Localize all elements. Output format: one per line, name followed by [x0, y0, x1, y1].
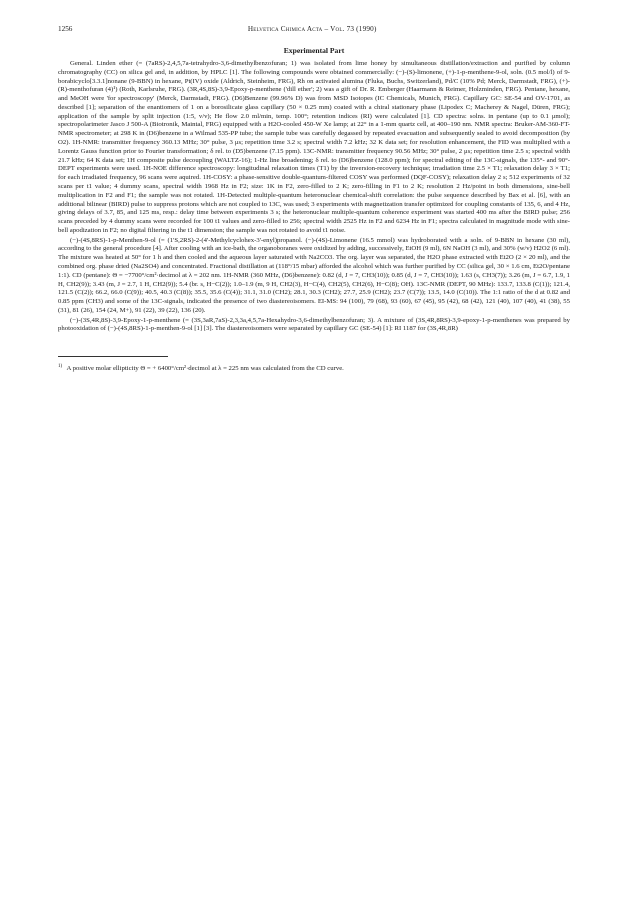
paragraph-menthenol: (−)-(4S,8RS)-1-p-Menthen-9-ol (= (1'S,2RS)-2-(4'-Methylcyclohex-3'-enyl)propanol. (−)-(4S)-Limonene (16.5 mmol) was hydroborated with a soln. of 9-BBN in hexane (30 ml), according to the general procedure [4]. After cooling with an ice-bath, the organoboranes were oxidized by adding, successively, EtOH (9 ml), 6N NaOH (3 ml), and 30% (w/v) H2O2 (6 ml). The mixture was heated at 50° for 1 h and then cooled and the aqueous layer saturated with Na2CO3. The org. layer was separated, the H2O phase extracted with Et2O (2 × 20 ml), and the combined org. phase dried (Na2SO4) and concentrated. Fractional distillation at (118°/15 mbar) afforded the alcohol which was further purified by CC (silica gel, 30 × 1.6 cm, Et2O/pentane 1:1). CD (pentane): Θ = −7700°/cm²·decimol at λ = 202 nm. 1H-NMR (360 MHz, (D6)benzene): 0.82 (d, J = 7, CH3(10)); 0.85 (d, J = 7, CH3(10)); 1.63 (s, CH3(7)); 3.26 (m, J = 6.7, 1.9, 1 H, CH2(9)); 3.43 (m, J = 2.7, 1 H, CH2(9)); 5.4 (br. s, H−C(2)); 1.0–1.9 (m, 9 H, CH2(3), H−C(4), CH2(5), CH2(6), H−C(8); OH). 13C-NMR (DEPT, 90 MHz): 133.7, 133.8 (C(1)); 121.4, 121.5 (C(2)); 66.2, 66.0 (C(9)); 40.5, 40.3 (C(8)); 35.5, 35.6 (C(4)); 31.1, 31.0 (CH2); 28.1, 30.3 (CH2); 27.7, 25.9 (CH2); 23.7 (C(7)); 13.5, 14.0 (C(10)). The 1:1 ratio of the d at 0.82 and 0.85 ppm (CH3) and some of the 13C-signals, indicated the presence of two diastereoisomers. EI-MS: 94 (100), 79 (68), 93 (60), 67 (45), 95 (42), 68 (42), 121 (40), 107 (40), 41 (38), 55 (31), 81 (26), 154 (24, M+), 91 (22), 39 (22), 136 (20).: [58, 236, 570, 314]
document-page: [58, 24, 570, 374]
footnote-text: A positive molar ellipticity Θ = + 6400°/cm²·decimol at λ = 225 nm was calculated from the CD curve.: [66, 365, 344, 373]
footnote: [58, 363, 570, 374]
journal-title: Helvetica Chimica Acta – Vol. 73 (1990): [247, 25, 377, 33]
header-spacer: [552, 24, 570, 34]
footnote-rule: [58, 356, 168, 357]
page-number: 1256: [58, 25, 73, 33]
page-header: [58, 24, 570, 34]
footnote-mark: 1): [58, 364, 63, 370]
section-title: Experimental Part: [283, 46, 345, 55]
paragraph-epoxy-menthene: (−)-(3S,4R,8S)-3,9-Epoxy-1-p-menthene (= (3S,3aR,7aS)-2,3,3a,4,5,7a-Hexahydro-3,6-dimethylbenzofuran; 3). A mixture of (3S,4R,8RS)-3,9-epoxy-1-p-menthenes was prepared by photooxidation of (−)-(4S,8RS)-1-p-menthen-9-ol [1] [3]. The diastereoisomers were separated by capillary GC (SE-54) [1]: RI 1187 for (3S,4R,8R): [58, 316, 570, 333]
paragraph-general: General. Linden ether (= (7aRS)-2,4,5,7a-tetrahydro-3,6-dimethylbenzofuran; 1) was isolated from lime honey by simultaneous distillation/extraction and purified by column chromatography (CC) on silica gel and, in addition, by HPLC [1]. The following compounds were obtained commercially: (−)-(S)-limonene, (+)-1-p-menthene-9-ol, soln. (0.5 mol/l) of 9-borabicyclo[3.3.1]nonane (9-BBN) in hexane, Pt(IV) oxide (Aldrich, Steinheim, FRG), Rh on activated alumina (Fluka, Buchs, Switzerland), Pd/C (10% Pd; Merck, Darmstadt, FRG), (+)-(R)-menthofuran (4)¹) (Roth, Karlsruhe, FRG). (3R,4S,8S)-3,9-Epoxy-p-menthene ('dill ether'; 2) was a gift of Dr. R. Emberger (Haarmann & Reimer, Holzminden, FRG). Pentane, hexane, and MeOH were 'for spectroscopy' (Merck, Darmstadt, FRG). (D6)Benzene (99.96% D) was from MSD Isotopes (IC Chemicals, Munich, FRG). Capillary GC: SE-54 and OV-1701, as described [1]; separation of the enantiomers of 1 on a borosilicate glass capillary (50 × 0.25 mm) coated with a chiral stationary phase (Lipodex C; Macherey & Nagel, Düren, FRG); application of the sample by split injection (1:5, v/v); He flow 2.0 ml/min, temp. 100°; retention indices (RI) were calculated [1]. CD spectra: solns. in pentane (up to 0.1 μmol); spectropolarimeter Jasco J 500-A (Biotronik, Maintal, FRG) equipped with a H2O-cooled 450-W Xe lamp; at 22° in a 1-mm quartz cell, at 400–190 nm. NMR spectra: Bruker-AM-360-FT-NMR spectrometer; at 298 K in (D6)benzene in a Wilmad 535-PP tube; the sample tube was carefully degassed by repeated evacuation and subsequently sealed to avoid decomposition (by O2). 1H-NMR: transmitter frequency 360.13 MHz; 30° pulse, 3 μs; repetition time 3.2 s; spectral width 7.2 kHz; 32 K data set; for resolution enhancement, the FID was multiplied with a Lorentz Gauss function prior to Fourier transformation; δ rel. to (D5)benzene (7.15 ppm). 13C-NMR: transmitter frequency 90.56 MHz; 30° pulse, 2 μs; repetition time 2.5 s; spectral width 21.7 kHz; 64 K data set; 1H composite pulse decoupling (WALTZ-16); 1-Hz line broadening; δ rel. to (D6)benzene (128.0 ppm); for spectral editing of the 13C-signals, the 135°- and 90°-DEPT experiments were used. 1H-NOE difference spectroscopy: longitudinal relaxation times (T1) by the inversion-recovery technique; irradiation time 2.5 × T1; relaxation delay 3 × T1; for each irradiated frequency, 96 scans were aquired. 1H-COSY: a phase-sensitive double-quantum-filtered COSY was performed (DQF-COSY); relaxation delay 2 s; 512 experiments of 32 scans per t1 value; 4 dummy scans, spectral width 1968 Hz in F2; size: 1K in F2, zero-filled to 2 K; zero-filling in F1 to 2 K; resolution 2 Hz/point in both dimensions, sine-bell multiplication in F2 and F1; the sample was not rotated. 1H-Detected multiple-quantum heteronuclear chemical-shift correlation: the pulse sequence described by Bax et al. [6], with an additional bilinear (BIRD) pulse to suppress protons which are not coupled to 13C, was used; 3 experiments with magnetization transfer optimized for coupling constants of 135, 6, and 4 Hz, giving delays of 3.7, 85, and 125 ms, resp.: delay time between experiments 3 s; the heteronuclear multiple-quantum coherence experiment was started 400 ms after the BIRD pulse; 256 scans preceded by 4 dummy scans were recorded for 100 t1 values and zero-filled to 256; spectral width 2525 Hz in F2 and 6234 Hz in F1; spectra calculated in magnitude mode with sine-bell apodization in F2; no digital filtering in the t1 dimension; the sample was not rotated to avoid t1 noise.: [58, 60, 570, 234]
